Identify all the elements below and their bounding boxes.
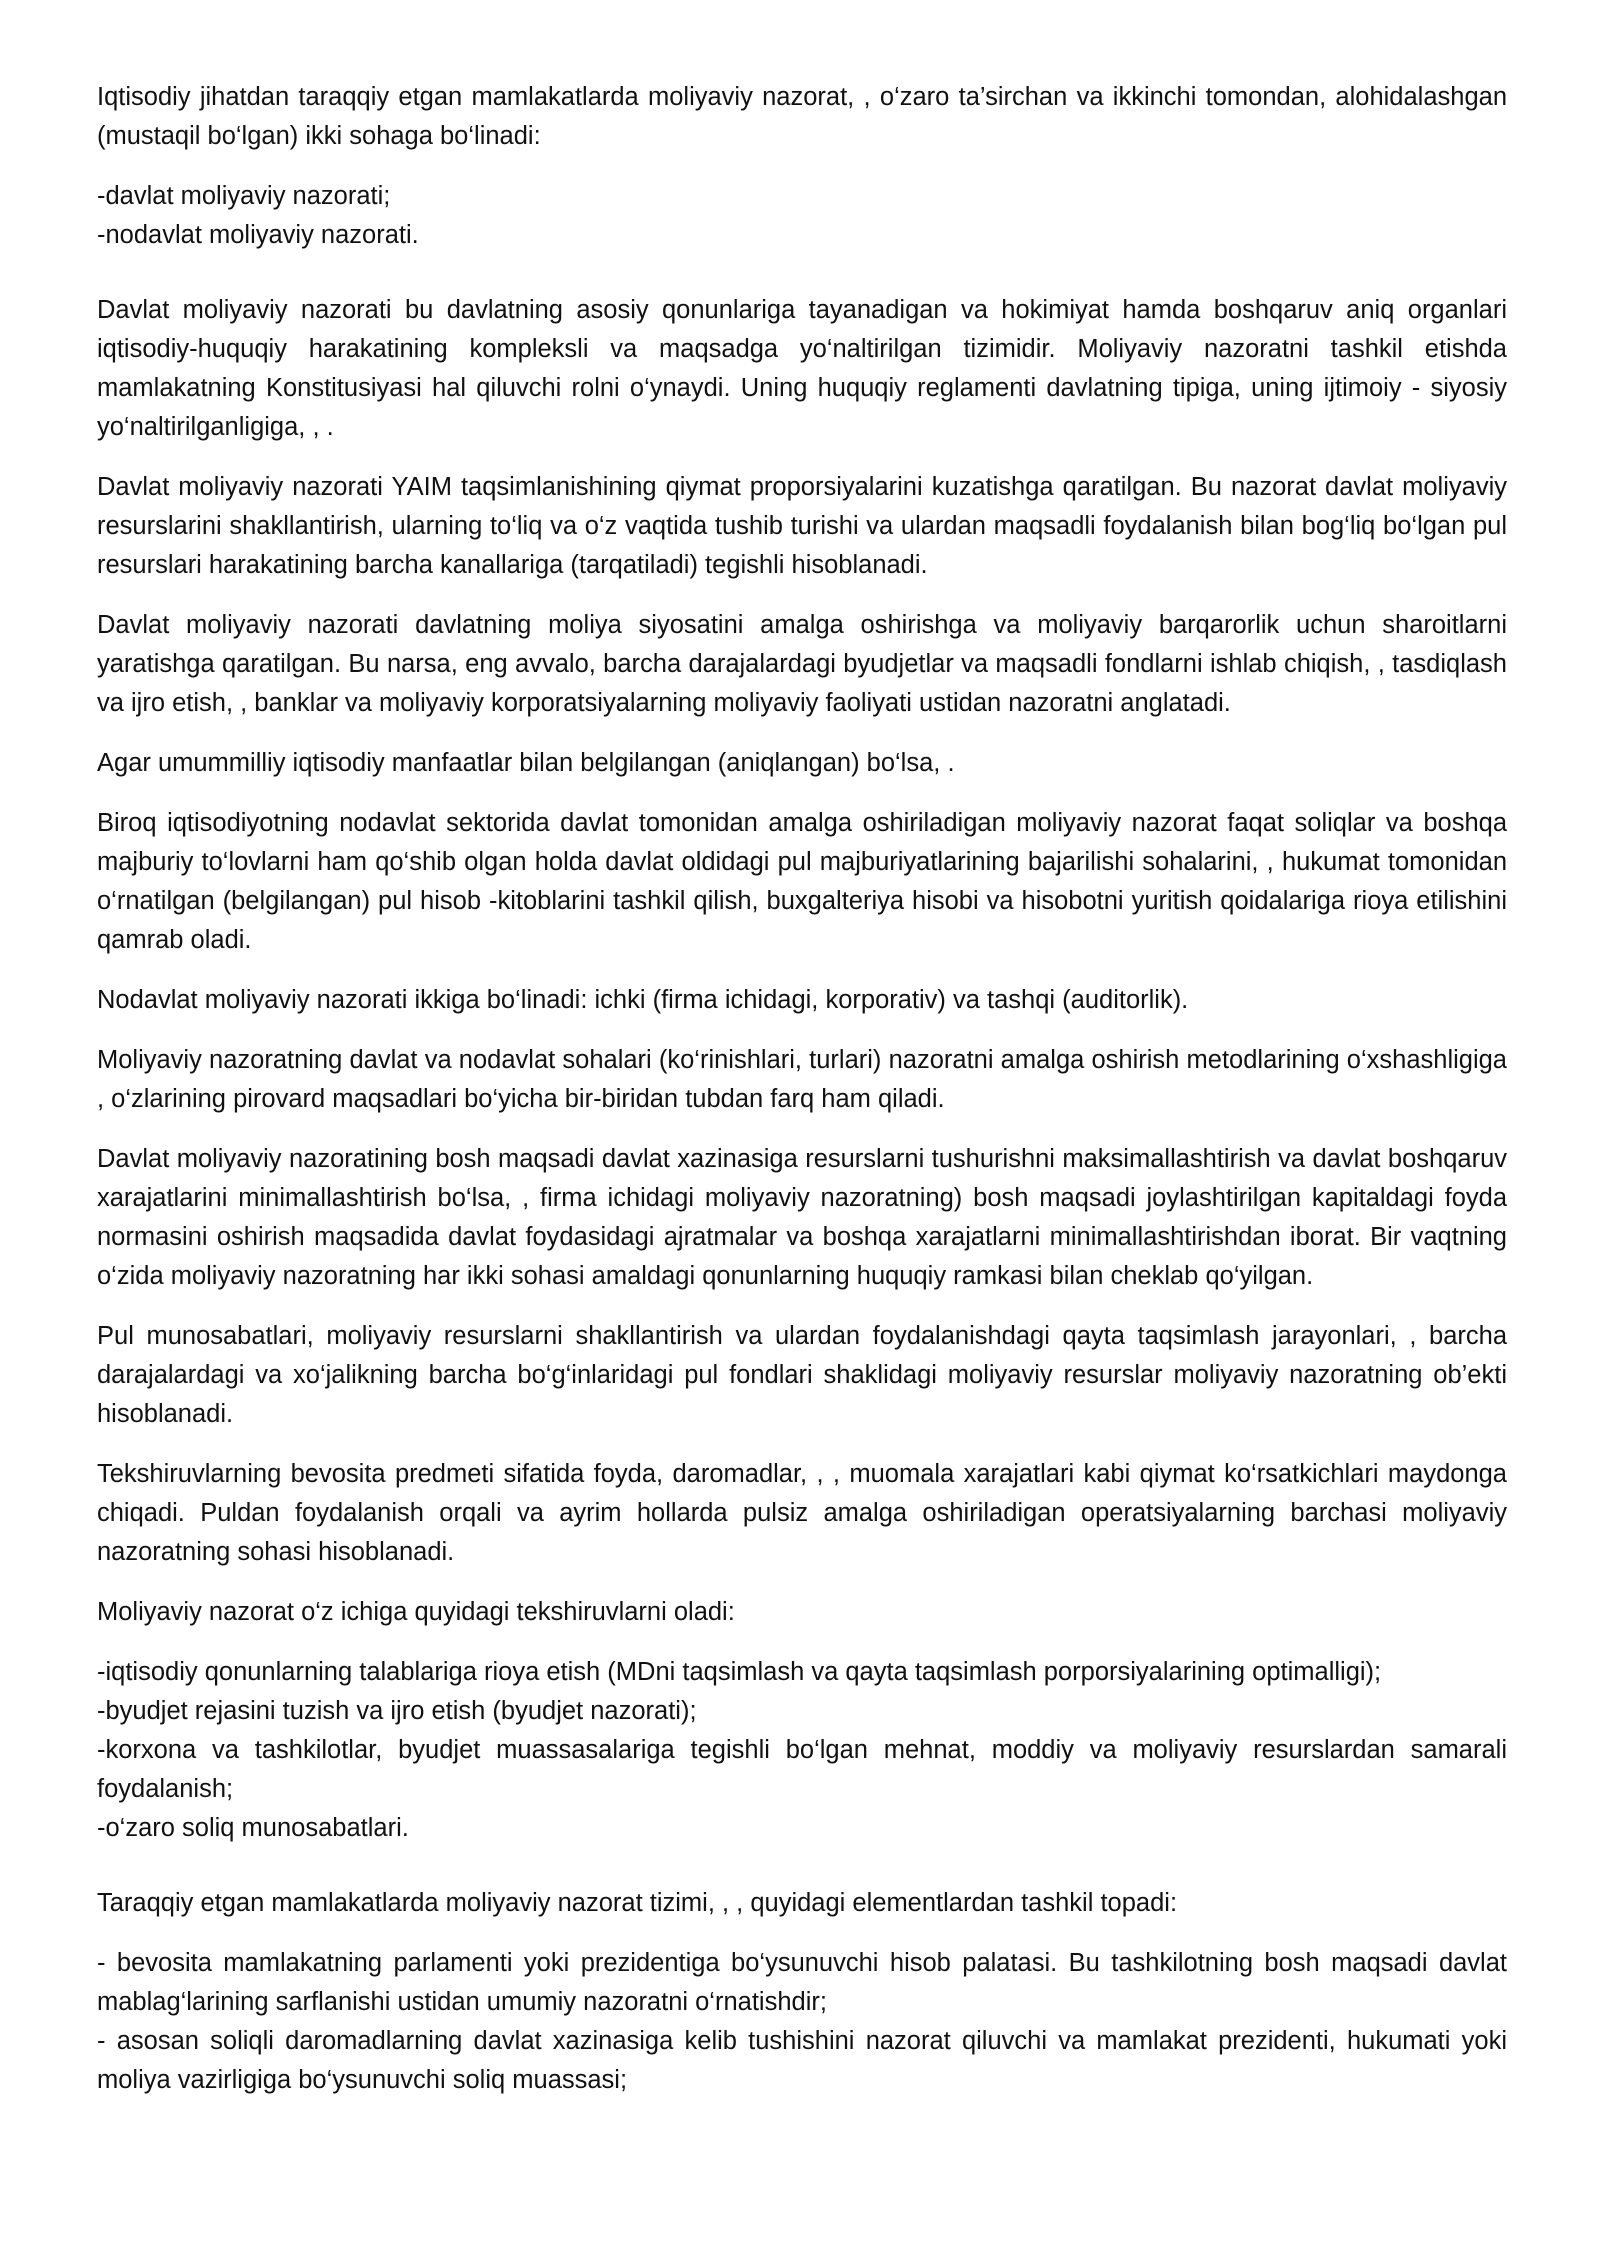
paragraph-fiscal-policy: Davlat moliyaviy nazorati davlatning moliya siyosatini amalga oshirishga va moliyaviy barqarorlik uchun sharoitlarni yaratishga qaratilgan. Bu narsa, eng avvalo, barcha darajalardagi byudjetlar va maqsadli fondlarni ishlab chiqish, , tasdiqlash va ijro etish, , banklar va moliyaviy korporatsiyalarning moliyaviy faoliyati ustidan nazoratni anglatadi. xyxy=(97,611,1507,717)
list-item: -iqtisodiy qonunlarning talablariga rioya etish (MDni taqsimlash va qayta taqsimlash porporsiyalarining optimalligi); xyxy=(97,1658,1382,1686)
paragraph-non-state-sector: Biroq iqtisodiyotning nodavlat sektorida davlat tomonidan amalga oshiriladigan moliyaviy nazorat faqat soliqlar va boshqa majburiy to‘lovlarni ham qo‘shib olgan holda davlat oldidagi pul majburiyatlarining bajarilishi sohalarini, , hukumat tomonidan o‘rnatilgan (belgilangan) pul hisob -kitoblarini tashkil qilish, buxgalteriya hisobi va hisobotni yuritish qoidalariga rioya etilishini qamrab oladi. xyxy=(97,809,1507,954)
paragraph-checks-intro: Moliyaviy nazorat o‘z ichiga quyidagi tekshiruvlarni oladi: xyxy=(97,1598,735,1626)
paragraph-similarity: Moliyaviy nazoratning davlat va nodavlat sohalari (ko‘rinishlari, turlari) nazoratni amalga oshirish metodlarining o‘xshashligiga , o‘zlarining pirovard maqsadlari bo‘yicha bir-biridan tubdan farq ham qiladi. xyxy=(97,1046,1507,1113)
paragraph-national-interests: Agar umummilliy iqtisodiy manfaatlar bilan belgilangan (aniqlangan) bo‘lsa, . xyxy=(97,749,955,777)
paragraph-main-goal: Davlat moliyaviy nazoratining bosh maqsadi davlat xazinasiga resurslarni tushurishni maksimallashtirish va davlat boshqaruv xarajatlarini minimallashtirish bo‘lsa, , firma ichidagi moliyaviy nazoratning) bosh maqsadi joylashtirilgan kapitaldagi foyda normasini oshirish maqsadida davlat foydasidagi ajratmalar va boshqa xarajatlarni minimallashtirishdan iborat. Bir vaqtning o‘zida moliyaviy nazoratning har ikki sohasi amaldagi qonunlarning huquqiy ramkasi bilan cheklab qo‘yilgan. xyxy=(97,1145,1507,1290)
list-checks xyxy=(97,1653,1507,1848)
paragraph-non-state-types: Nodavlat moliyaviy nazorati ikkiga bo‘linadi: ichki (firma ichidagi, korporativ) va tashqi (auditorlik). xyxy=(97,986,1189,1014)
document-page xyxy=(97,78,1507,2121)
paragraph-intro: Iqtisodiy jihatdan taraqqiy etgan mamlakatlarda moliyaviy nazorat, , o‘zaro ta’sirchan va ikkinchi tomondan, alohidalashgan (mustaqil bo‘lgan) ikki sohaga bo‘linadi: xyxy=(97,83,1507,150)
paragraph-subject: Tekshiruvlarning bevosita predmeti sifatida foyda, daromadlar, , , muomala xarajatlari kabi qiymat ko‘rsatkichlari maydonga chiqadi. Puldan foydalanish orqali va ayrim hollarda pulsiz amalga oshiriladigan operatsiyalarning barchasi moliyaviy nazoratning sohasi hisoblanadi. xyxy=(97,1460,1507,1566)
list-item: -nodavlat moliyaviy nazorati. xyxy=(97,221,419,249)
paragraph-system-elements-intro: Taraqqiy etgan mamlakatlarda moliyaviy nazorat tizimi, , , quyidagi elementlardan tashkil topadi: xyxy=(97,1889,1178,1917)
list-item: - bevosita mamlakatning parlamenti yoki prezidentiga bo‘ysunuvchi hisob palatasi. Bu tashkilotning bosh maqsadi davlat mablag‘larining sarflanishi ustidan umumiy nazoratni o‘rnatishdir; xyxy=(97,1949,1507,2016)
paragraph-state-control-definition: Davlat moliyaviy nazorati bu davlatning asosiy qonunlariga tayanadigan va hokimiyat hamda boshqaruv aniq organlari iqtisodiy-huquqiy harakatining kompleksli va maqsadga yo‘naltirilgan tizimidir. Moliyaviy nazoratni tashkil etishda mamlakatning Konstitusiyasi hal qiluvchi rolni o‘ynaydi. Uning huquqiy reglamenti davlatning tipiga, uning ijtimoiy - siyosiy yo‘naltirilganligiga, , . xyxy=(97,296,1507,441)
list-item: -o‘zaro soliq munosabatlari. xyxy=(97,1814,409,1842)
list-item: -davlat moliyaviy nazorati; xyxy=(97,182,391,210)
list-control-types xyxy=(97,177,1507,255)
list-item: -byudjet rejasini tuzish va ijro etish (byudjet nazorati); xyxy=(97,1697,697,1725)
paragraph-yaim: Davlat moliyaviy nazorati YAIM taqsimlanishining qiymat proporsiyalarini kuzatishga qaratilgan. Bu nazorat davlat moliyaviy resurslarini shakllantirish, ularning to‘liq va o‘z vaqtida tushib turishi va ulardan maqsadli foydalanish bilan bog‘liq bo‘lgan pul resurslari harakatining barcha kanallariga (tarqatiladi) tegishli hisoblanadi. xyxy=(97,473,1507,579)
list-item: - asosan soliqli daromadlarning davlat xazinasiga kelib tushishini nazorat qiluvchi va mamlakat prezidenti, hukumati yoki moliya vazirligiga bo‘ysunuvchi soliq muassasi; xyxy=(97,2027,1507,2094)
paragraph-object: Pul munosabatlari, moliyaviy resurslarni shakllantirish va ulardan foydalanishdagi qayta taqsimlash jarayonlari, , barcha darajalardagi va xo‘jalikning barcha bo‘g‘inlaridagi pul fondlari shaklidagi moliyaviy resurslar moliyaviy nazoratning ob’ekti hisoblanadi. xyxy=(97,1322,1507,1428)
list-system-elements xyxy=(97,1944,1507,2100)
list-item: -korxona va tashkilotlar, byudjet muassasalariga tegishli bo‘lgan mehnat, moddiy va moliyaviy resurslardan samarali foydalanish; xyxy=(97,1736,1507,1803)
